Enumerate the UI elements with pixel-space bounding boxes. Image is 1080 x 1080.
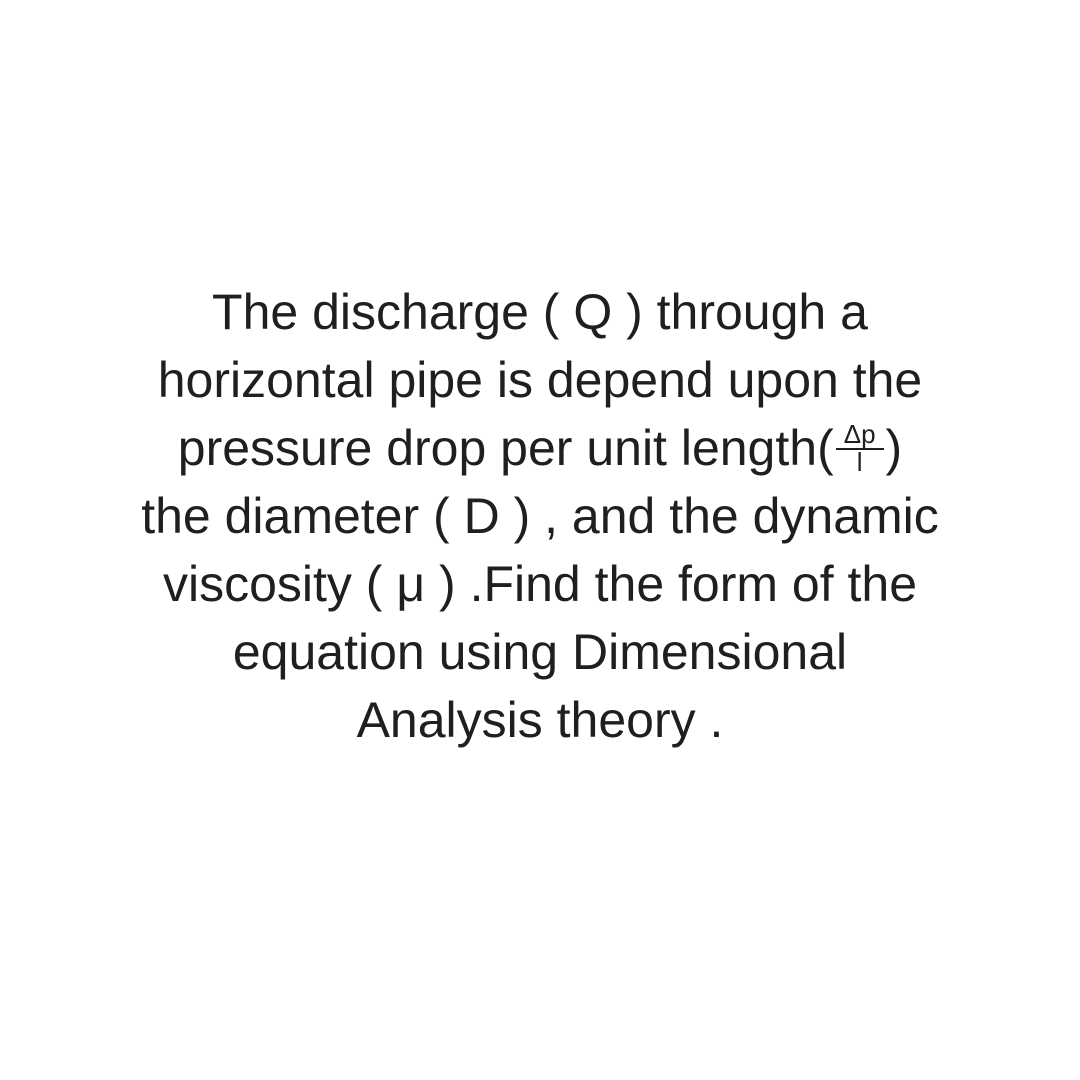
fraction-denominator: l <box>856 447 863 478</box>
problem-statement <box>0 278 1080 754</box>
text-line-3 <box>0 414 1080 482</box>
text-line-2: horizontal pipe is depend upon the <box>157 352 923 408</box>
closing-parenthesis: ) <box>885 420 903 476</box>
pressure-line-text: pressure drop per unit length( <box>177 420 834 476</box>
text-line-7: Analysis theory . <box>356 692 724 748</box>
text-line-6: equation using Dimensional <box>232 624 848 680</box>
text-line-5: viscosity ( μ ) .Find the form of the <box>162 556 918 612</box>
text-line-4: the diameter ( D ) , and the dynamic <box>141 488 939 544</box>
pressure-drop-fraction <box>836 419 884 478</box>
fraction-numerator: Δp <box>836 421 884 450</box>
text-line-1: The discharge ( Q ) through a <box>212 284 868 340</box>
